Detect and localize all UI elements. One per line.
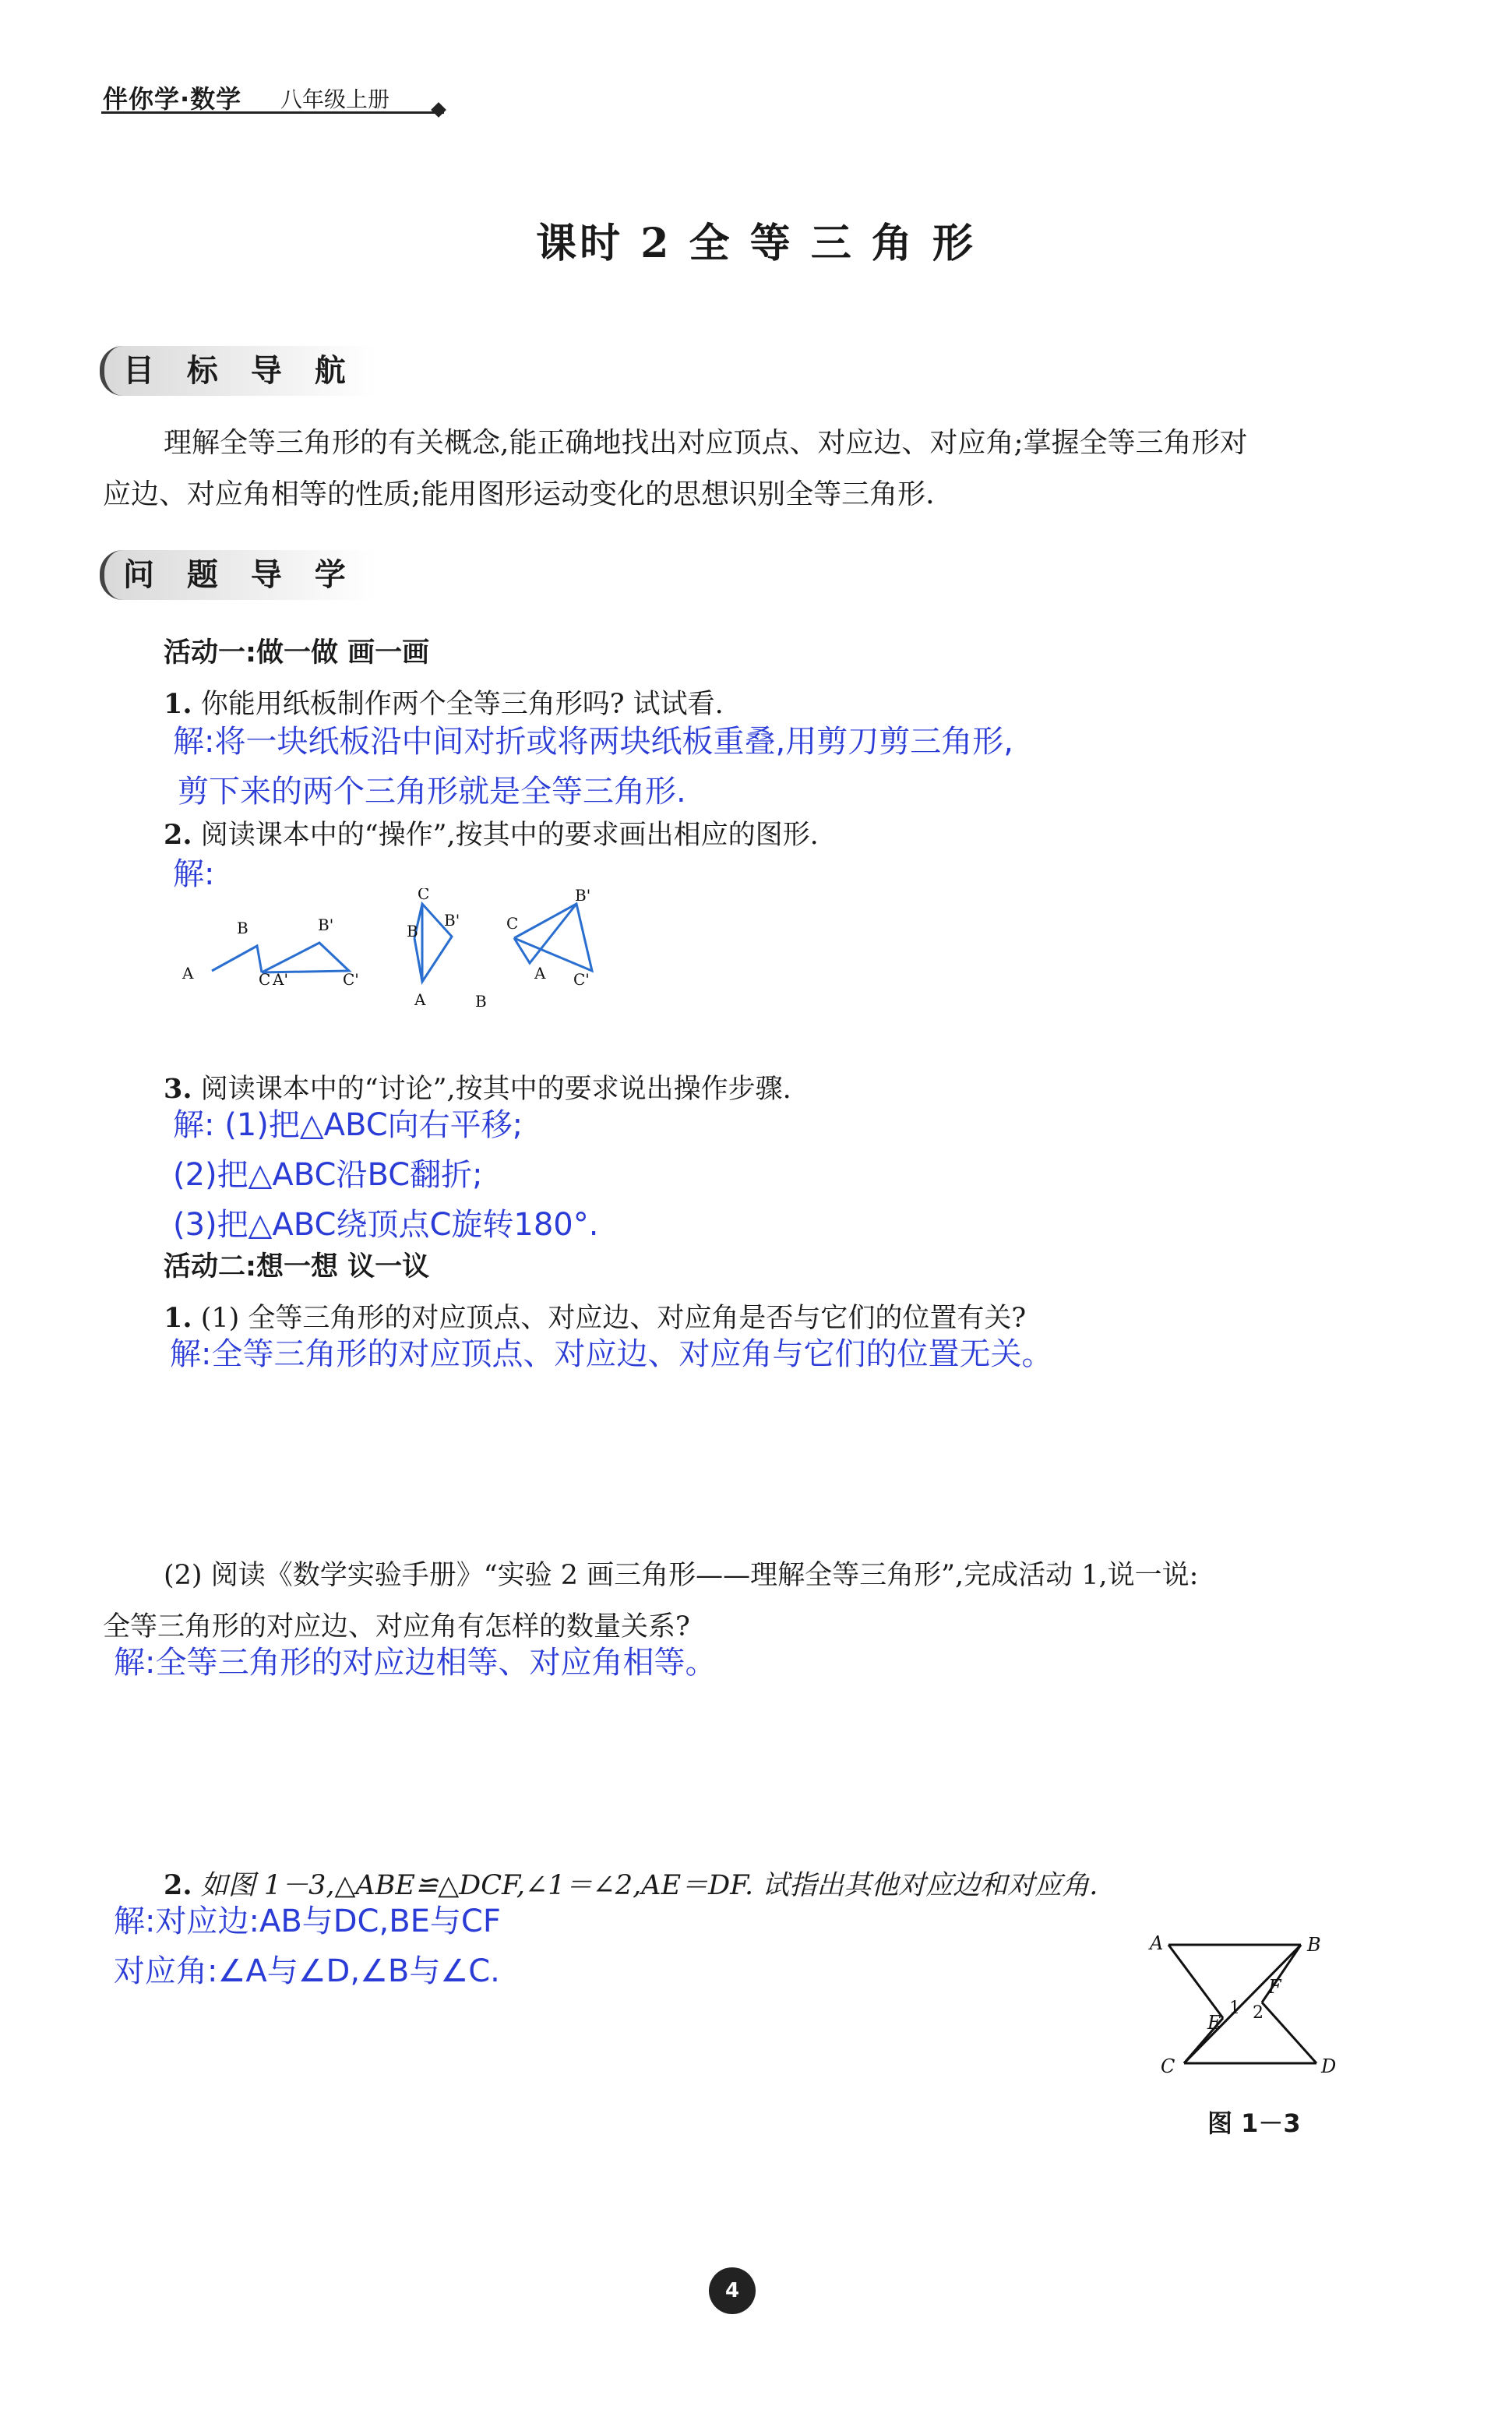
sketch-label-C-3: C <box>506 914 519 933</box>
a1-q3-num: 3. <box>164 1073 192 1105</box>
a1-q3-answer-line1: 解: (1)把△ABC向右平移; <box>173 1107 523 1143</box>
sketch-label-C: C <box>259 970 271 989</box>
fig-label-C: C <box>1161 2055 1175 2077</box>
a1-q3-answer-line3: (3)把△ABC绕顶点C旋转180°. <box>173 1207 599 1243</box>
section-badge-goals: 目 标 导 航 <box>100 346 375 396</box>
triangle-operations-sketch <box>171 888 639 1028</box>
a2-q1a-answer: 解:全等三角形的对应顶点、对应边、对应角与它们的位置无关。 <box>170 1336 1053 1372</box>
a2-q1a-text: (1) 全等三角形的对应顶点、对应边、对应角是否与它们的位置有关? <box>200 1303 1027 1334</box>
fig-label-F: F <box>1268 1976 1281 1998</box>
sketch-label-A: A <box>182 964 194 983</box>
fig-label-angle2: 2 <box>1253 2003 1264 2023</box>
sketch-label-B-prime-2: B' <box>444 911 460 930</box>
grade-label: 八年级上册 <box>280 86 390 112</box>
a2-q2-answer-line2: 对应角:∠A与∠D,∠B与∠C. <box>114 1953 500 1989</box>
a1-q1-text: 你能用纸板制作两个全等三角形吗? 试试看. <box>200 689 724 720</box>
sketch-label-A-2: A <box>414 990 426 1009</box>
a1-q3-text: 阅读课本中的“讨论”,按其中的要求说出操作步骤. <box>200 1074 791 1105</box>
sketch-label-B-3: B <box>475 992 487 1011</box>
section-badge-problems: 问 题 导 学 <box>100 550 375 600</box>
a2-q1a-num: 1. <box>164 1302 192 1334</box>
a1-q3-answer-line2: (2)把△ABC沿BC翻折; <box>173 1157 483 1193</box>
book-title: 伴你学·数学 <box>103 84 242 114</box>
a1-q1-answer-line2: 剪下来的两个三角形就是全等三角形. <box>178 774 686 810</box>
fig-label-angle1: 1 <box>1229 1999 1240 2018</box>
a2-q1b-answer: 解:全等三角形的对应边相等、对应角相等。 <box>114 1645 717 1681</box>
a1-q1 <box>164 683 724 722</box>
sketch-label-A-prime: A' <box>273 970 288 989</box>
a1-q2-text: 阅读课本中的“操作”,按其中的要求画出相应的图形. <box>200 820 819 851</box>
a1-q2 <box>164 813 819 852</box>
a1-q2-answer: 解: <box>173 856 215 892</box>
fig-label-A: A <box>1150 1932 1164 1954</box>
activity2-heading: 活动二:想一想 议一议 <box>164 1251 430 1283</box>
a1-q2-num: 2. <box>164 819 192 851</box>
sketch-label-B-prime: B' <box>318 916 334 934</box>
a2-q2-answer-line1: 解:对应边:AB与DC,BE与CF <box>114 1904 501 1939</box>
sketch-label-B-prime-3: B' <box>575 888 591 905</box>
a2-q1b-line1: (2) 阅读《数学实验手册》“实验 2 画三角形——理解全等三角形”,完成活动 1,说一说: <box>164 1560 1199 1591</box>
sketch-label-A-3: A <box>534 964 546 983</box>
page-title: 课时 2 全 等 三 角 形 <box>536 220 976 267</box>
fig-label-B: B <box>1307 1934 1321 1956</box>
sketch-label-B-2: B <box>407 922 418 940</box>
figure-caption: 图 1－3 <box>1207 2108 1301 2138</box>
a2-q2-text: 如图 1－3,△ABE≌△DCF,∠1＝∠2,AE＝DF. 试指出其他对应边和对应角. <box>200 1870 1098 1901</box>
a1-q1-num: 1. <box>164 688 192 720</box>
sketch-label-C-prime: C' <box>343 970 359 989</box>
goals-paragraph-line1: 理解全等三角形的有关概念,能正确地找出对应顶点、对应边、对应角;掌握全等三角形对 <box>164 427 1248 459</box>
header-rule <box>101 111 444 114</box>
page-number: 4 <box>724 2279 740 2302</box>
fig-label-E: E <box>1207 2012 1221 2034</box>
fig-label-D: D <box>1321 2055 1337 2077</box>
sketch-label-C-prime-3: C' <box>573 970 590 989</box>
activity1-heading: 活动一:做一做 画一画 <box>164 637 430 669</box>
goals-paragraph-line2: 应边、对应角相等的性质;能用图形运动变化的思想识别全等三角形. <box>103 478 935 510</box>
a2-q1b-line2: 全等三角形的对应边、对应角有怎样的数量关系? <box>103 1611 690 1642</box>
a2-q2-num: 2. <box>164 1869 192 1901</box>
figure-1-3 <box>1145 1932 1379 2088</box>
a1-q1-answer-line1: 解:将一块纸板沿中间对折或将两块纸板重叠,用剪刀剪三角形, <box>173 724 1013 760</box>
sketch-label-C-2: C <box>418 888 430 903</box>
sketch-label-B: B <box>237 919 248 937</box>
header-diamond-icon <box>431 102 446 118</box>
